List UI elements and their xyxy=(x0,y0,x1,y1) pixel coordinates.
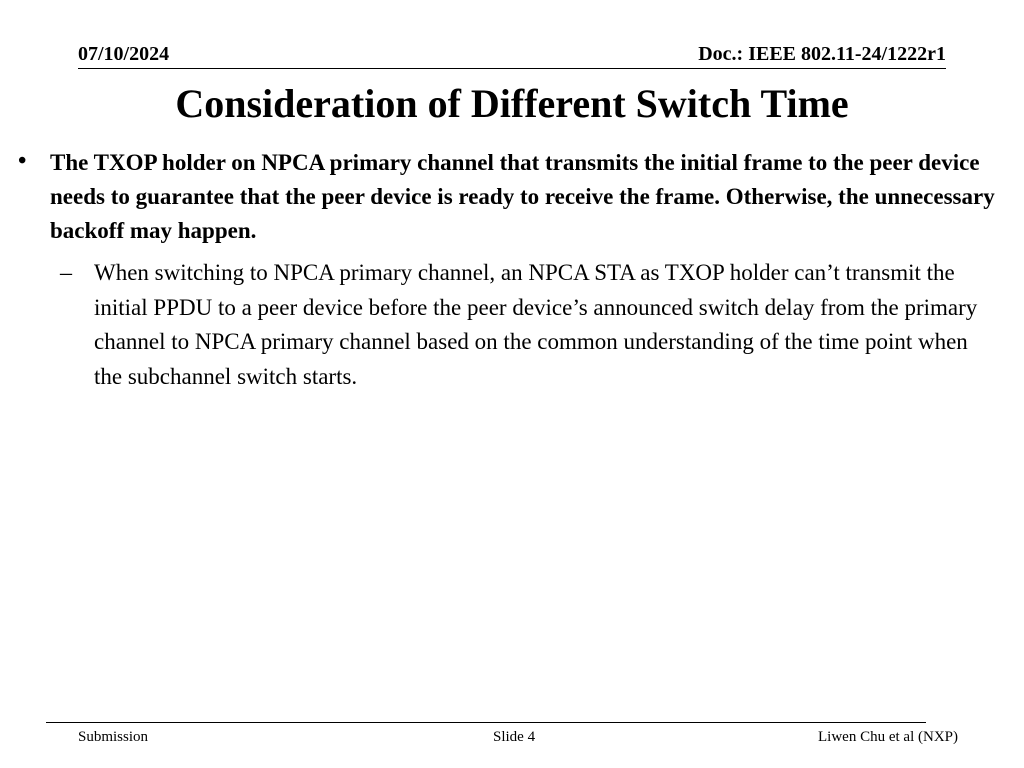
bullet-text: The TXOP holder on NPCA primary channel that transmits the initial frame to the peer device needs to guarantee that the peer device is ready to receive the frame. Otherwise, the unnecessary backoff may happen. xyxy=(50,150,995,243)
sub-bullet-marker: – xyxy=(60,260,72,286)
header-doc-id: Doc.: IEEE 802.11-24/1222r1 xyxy=(698,43,946,65)
slide-title: Consideration of Different Switch Time xyxy=(175,81,849,126)
footer-author: Liwen Chu et al (NXP) xyxy=(818,729,958,745)
footer-submission: Submission xyxy=(78,729,149,745)
header-date: 07/10/2024 xyxy=(78,43,170,65)
bullet-marker: • xyxy=(18,148,27,174)
footer-divider xyxy=(46,722,926,723)
sub-bullet-text: When switching to NPCA primary channel, an NPCA STA as TXOP holder can’t transmit the initial PPDU to a peer device before the peer device’s announced switch delay from the primary channel to NPCA primary channel based on the common understanding of the time point when the subchannel switch starts. xyxy=(94,260,978,389)
footer-slide-number: Slide 4 xyxy=(493,729,536,745)
header-divider xyxy=(78,68,946,69)
